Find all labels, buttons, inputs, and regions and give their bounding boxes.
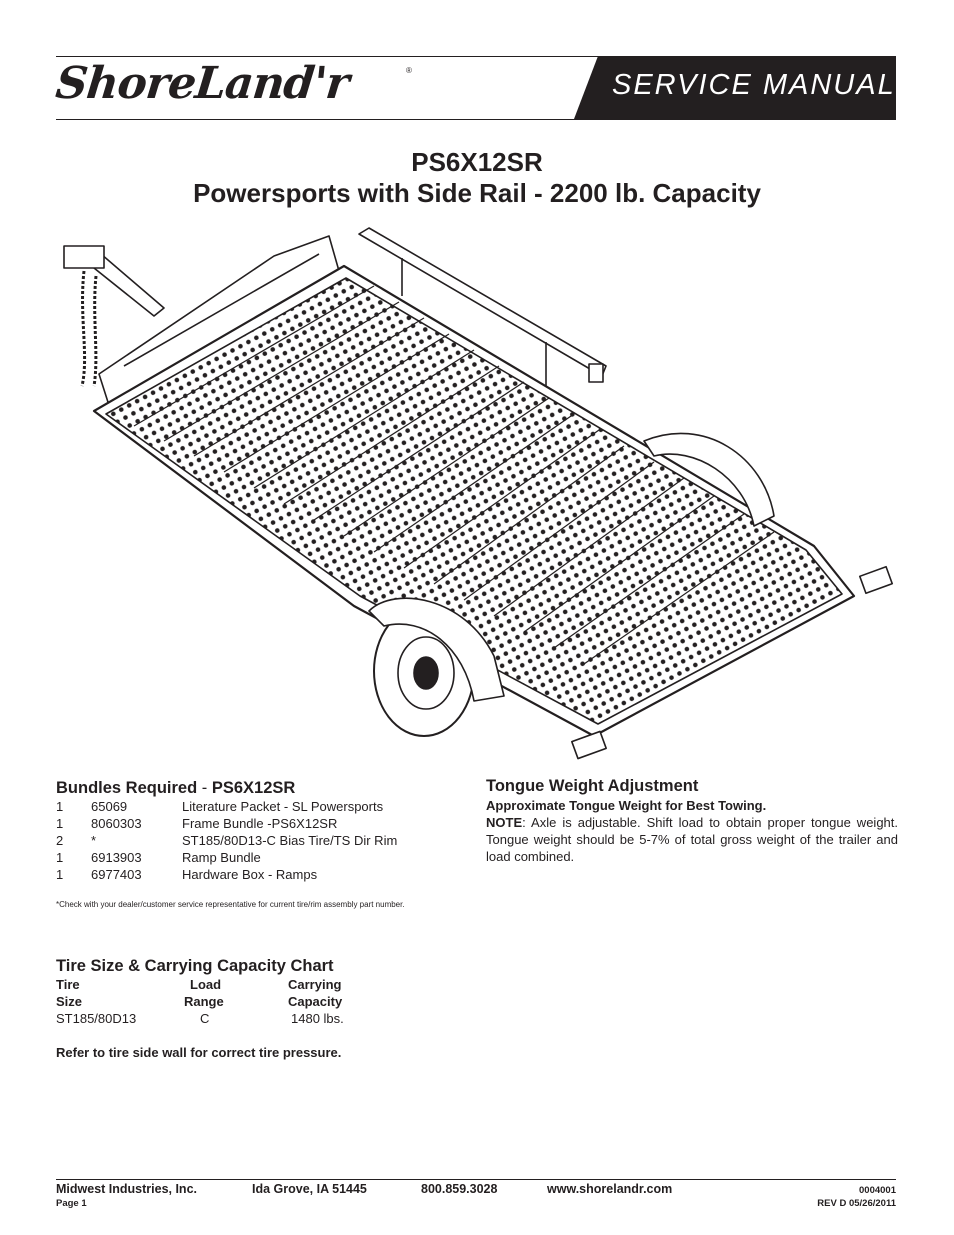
- cell-tire-size: ST185/80D13: [56, 1011, 137, 1026]
- tongue-weight-heading: Tongue Weight Adjustment: [486, 777, 699, 795]
- header-tire: Tire: [56, 977, 80, 992]
- bundle-part-number: 6977403: [91, 867, 142, 882]
- tire-chart-table: [56, 977, 376, 1037]
- bundles-heading-separator: -: [197, 779, 212, 797]
- bundle-qty: 1: [56, 799, 64, 814]
- ramp-receiver: [572, 731, 606, 758]
- bundle-part-number: 8060303: [91, 816, 142, 831]
- model-description: Powersports with Side Rail - 2200 lb. Capacity: [193, 178, 761, 208]
- page-number: Page 1: [56, 1198, 87, 1209]
- note-text: : Axle is adjustable. Shift load to obtain proper tongue weight. Tongue weight should be 5-7% of total gross weight of the trailer and load combined.: [486, 815, 898, 864]
- banner-title: SERVICE MANUAL: [612, 69, 896, 101]
- footer-website[interactable]: www.shorelandr.com: [547, 1182, 673, 1196]
- registered-mark: ®: [406, 66, 412, 75]
- tire-chart-heading: Tire Size & Carrying Capacity Chart: [56, 957, 334, 975]
- bundle-description: Hardware Box - Ramps: [182, 867, 318, 882]
- doc-number: 0004001: [859, 1185, 896, 1196]
- header-load: Load: [190, 977, 222, 992]
- revision: REV D 05/26/2011: [817, 1198, 896, 1209]
- cell-load-range: C: [200, 1011, 210, 1026]
- bundle-row: [56, 849, 476, 866]
- header-size: Size: [56, 994, 83, 1009]
- bundle-qty: 1: [56, 867, 64, 882]
- trailer-illustration: [54, 216, 910, 776]
- header-bottom-rule: [56, 119, 896, 120]
- bundle-part-number: *: [91, 833, 97, 848]
- tongue-weight-note: [486, 814, 898, 865]
- bundle-row: [56, 832, 476, 849]
- model-title: PS6X12SR: [411, 147, 543, 177]
- bundle-part-number: 6913903: [91, 850, 142, 865]
- header-range: Range: [184, 994, 224, 1009]
- bundles-heading-label: Bundles Required: [56, 779, 198, 797]
- bundle-description: Literature Packet - SL Powersports: [182, 799, 384, 814]
- footer-city: Ida Grove, IA 51445: [252, 1182, 367, 1196]
- note-label: NOTE: [486, 815, 523, 830]
- bundle-qty: 2: [56, 833, 64, 848]
- bundles-heading-model: PS6X12SR: [211, 779, 296, 797]
- safety-chains: [82, 271, 96, 386]
- bundle-description: ST185/80D13-C Bias Tire/TS Dir Rim: [182, 833, 398, 848]
- tongue-weight-subheading: Approximate Tongue Weight for Best Towing.: [486, 798, 767, 813]
- cell-capacity: 1480 lbs.: [291, 1011, 344, 1026]
- header-capacity: Capacity: [288, 994, 343, 1009]
- bundle-row: [56, 798, 476, 815]
- footer-company: Midwest Industries, Inc.: [56, 1182, 197, 1196]
- bundles-heading: [56, 780, 295, 797]
- bundle-qty: 1: [56, 850, 64, 865]
- header-carrying: Carrying: [288, 977, 342, 992]
- bundle-row: [56, 866, 476, 883]
- coupler: [64, 246, 104, 268]
- footer-rule: [56, 1179, 896, 1180]
- brand-logo: ShoreLand'r: [53, 58, 351, 109]
- trailer-drawing: [64, 228, 892, 759]
- bundle-qty: 1: [56, 816, 64, 831]
- bundles-list: [56, 798, 476, 883]
- bundle-part-number: 65069: [91, 799, 128, 814]
- bundle-description: Ramp Bundle: [182, 850, 261, 865]
- tire-pressure-note: Refer to tire side wall for correct tire pressure.: [56, 1045, 342, 1060]
- bundle-description: Frame Bundle -PS6X12SR: [182, 816, 338, 831]
- bundles-footnote: *Check with your dealer/customer service representative for current tire/rim assembly part number.: [56, 900, 405, 909]
- bundle-row: [56, 815, 476, 832]
- footer-phone: 800.859.3028: [421, 1182, 498, 1196]
- rear-receiver: [860, 567, 892, 593]
